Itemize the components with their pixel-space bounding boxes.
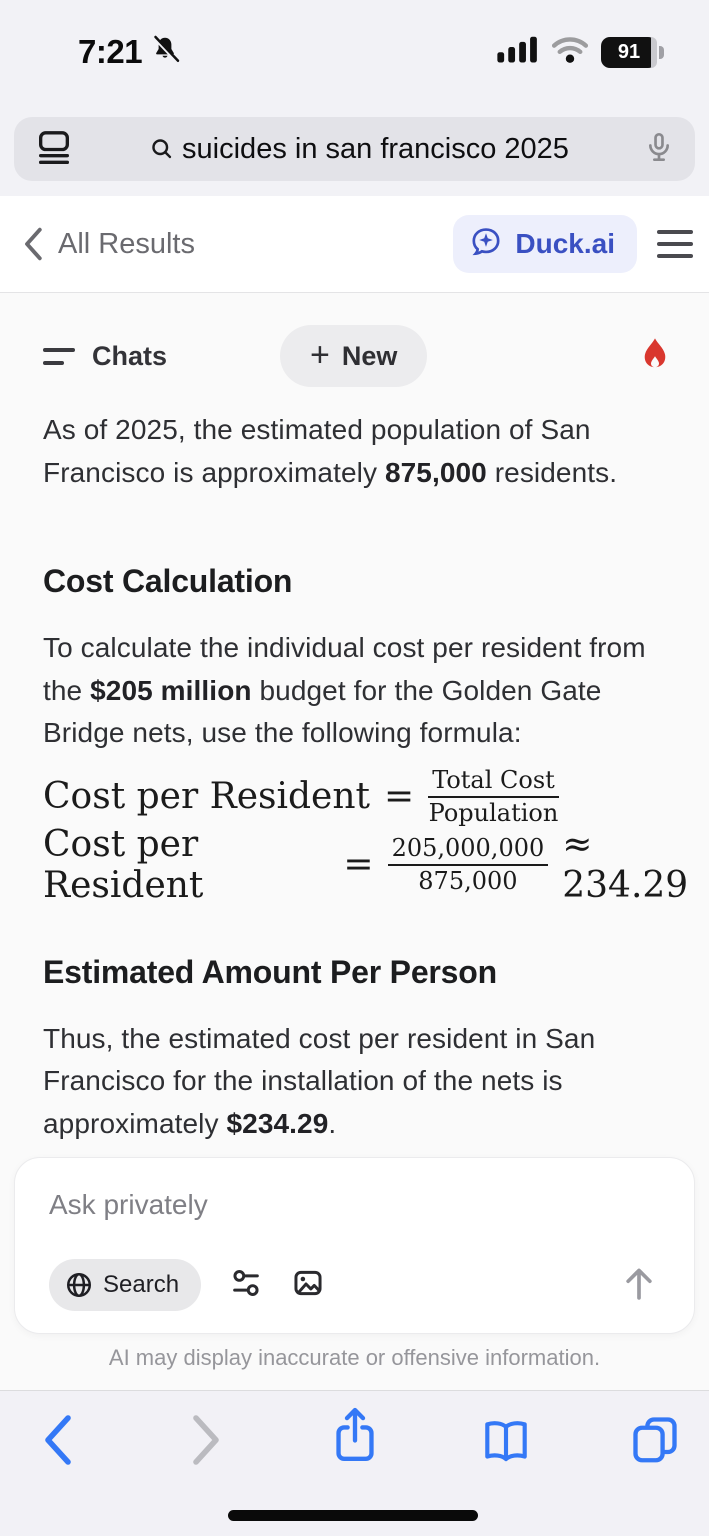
search-query (74, 133, 643, 166)
cellular-signal-icon (497, 36, 539, 69)
chat-list-icon (43, 348, 75, 365)
chat-input[interactable]: Ask privately (49, 1189, 208, 1220)
battery-indicator (601, 37, 657, 68)
send-button[interactable] (618, 1262, 660, 1309)
search-icon (148, 135, 176, 163)
chevron-left-icon (36, 1412, 80, 1468)
notifications-muted-icon (150, 35, 180, 70)
ai-disclaimer: AI may display inaccurate or offensive information. (108, 1345, 601, 1370)
query-text: suicides in san francisco 2025 (182, 132, 569, 165)
tab-switcher-icon[interactable] (34, 127, 74, 172)
settings-sliders-icon[interactable] (229, 1266, 263, 1305)
book-icon (479, 1417, 533, 1465)
plus-icon: + (310, 335, 330, 374)
share-button[interactable] (329, 1403, 381, 1472)
chevron-left-icon (22, 226, 44, 262)
attach-image-icon[interactable] (291, 1266, 325, 1305)
duckai-sparkle-bubble-icon (469, 225, 503, 264)
web-search-toggle[interactable] (49, 1259, 201, 1311)
browser-forward-button[interactable] (184, 1412, 228, 1473)
top-section (0, 0, 709, 196)
new-chat-label: New (341, 340, 398, 371)
answer-paragraph-population: As of 2025, the estimated population of San Francisco is approximately 875,000 residents. (43, 414, 618, 488)
battery-percent: 91 (617, 40, 641, 63)
results-nav-bar (0, 196, 709, 293)
back-to-results-button[interactable] (22, 226, 195, 262)
microphone-icon[interactable] (643, 131, 675, 168)
duckai-button[interactable] (453, 215, 637, 273)
share-icon (329, 1403, 381, 1467)
heading-cost-calculation: Cost Calculation (43, 563, 293, 600)
address-bar[interactable] (14, 117, 695, 181)
arrow-up-icon (618, 1262, 660, 1304)
tabs-button[interactable] (629, 1413, 681, 1470)
new-chat-button[interactable] (280, 325, 427, 387)
fire-icon[interactable] (637, 336, 673, 377)
chat-header (43, 325, 673, 387)
heading-estimated-amount: Estimated Amount Per Person (43, 953, 497, 990)
chats-button[interactable] (43, 341, 167, 372)
globe-icon (64, 1270, 94, 1300)
browser-back-button[interactable] (36, 1412, 80, 1473)
duckai-label: Duck.ai (515, 228, 615, 259)
search-toggle-label: Search (103, 1271, 180, 1298)
answer-paragraph-conclusion: Thus, the estimated cost per resident in San Francisco for the installation of the nets is approximately $234.29. (43, 1022, 596, 1139)
status-bar (0, 22, 709, 82)
home-indicator (228, 1510, 478, 1521)
answer-paragraph-formula-intro: To calculate the individual cost per resident from the $205 million budget for the Golden Gate Bridge nets, use the following formula: (43, 632, 646, 749)
tabs-icon (629, 1413, 681, 1465)
wifi-icon (551, 36, 589, 69)
chats-label: Chats (92, 340, 168, 371)
bookmarks-button[interactable] (479, 1417, 533, 1470)
formula-cost-computed: Cost per Resident = $\frac{205,000,000}{875,000}$ ≈ 234.29 (43, 823, 689, 906)
browser-toolbar (0, 1390, 709, 1536)
chevron-right-icon (184, 1412, 228, 1468)
chat-input-card (14, 1157, 695, 1334)
formula-cost-per-resident: Cost per Resident = $\frac{\text{Total Cost}}{\text{Population}}$ (43, 765, 559, 828)
back-label: All Results (58, 227, 195, 260)
clock: 7:21 (78, 33, 143, 70)
menu-icon[interactable] (657, 226, 693, 262)
